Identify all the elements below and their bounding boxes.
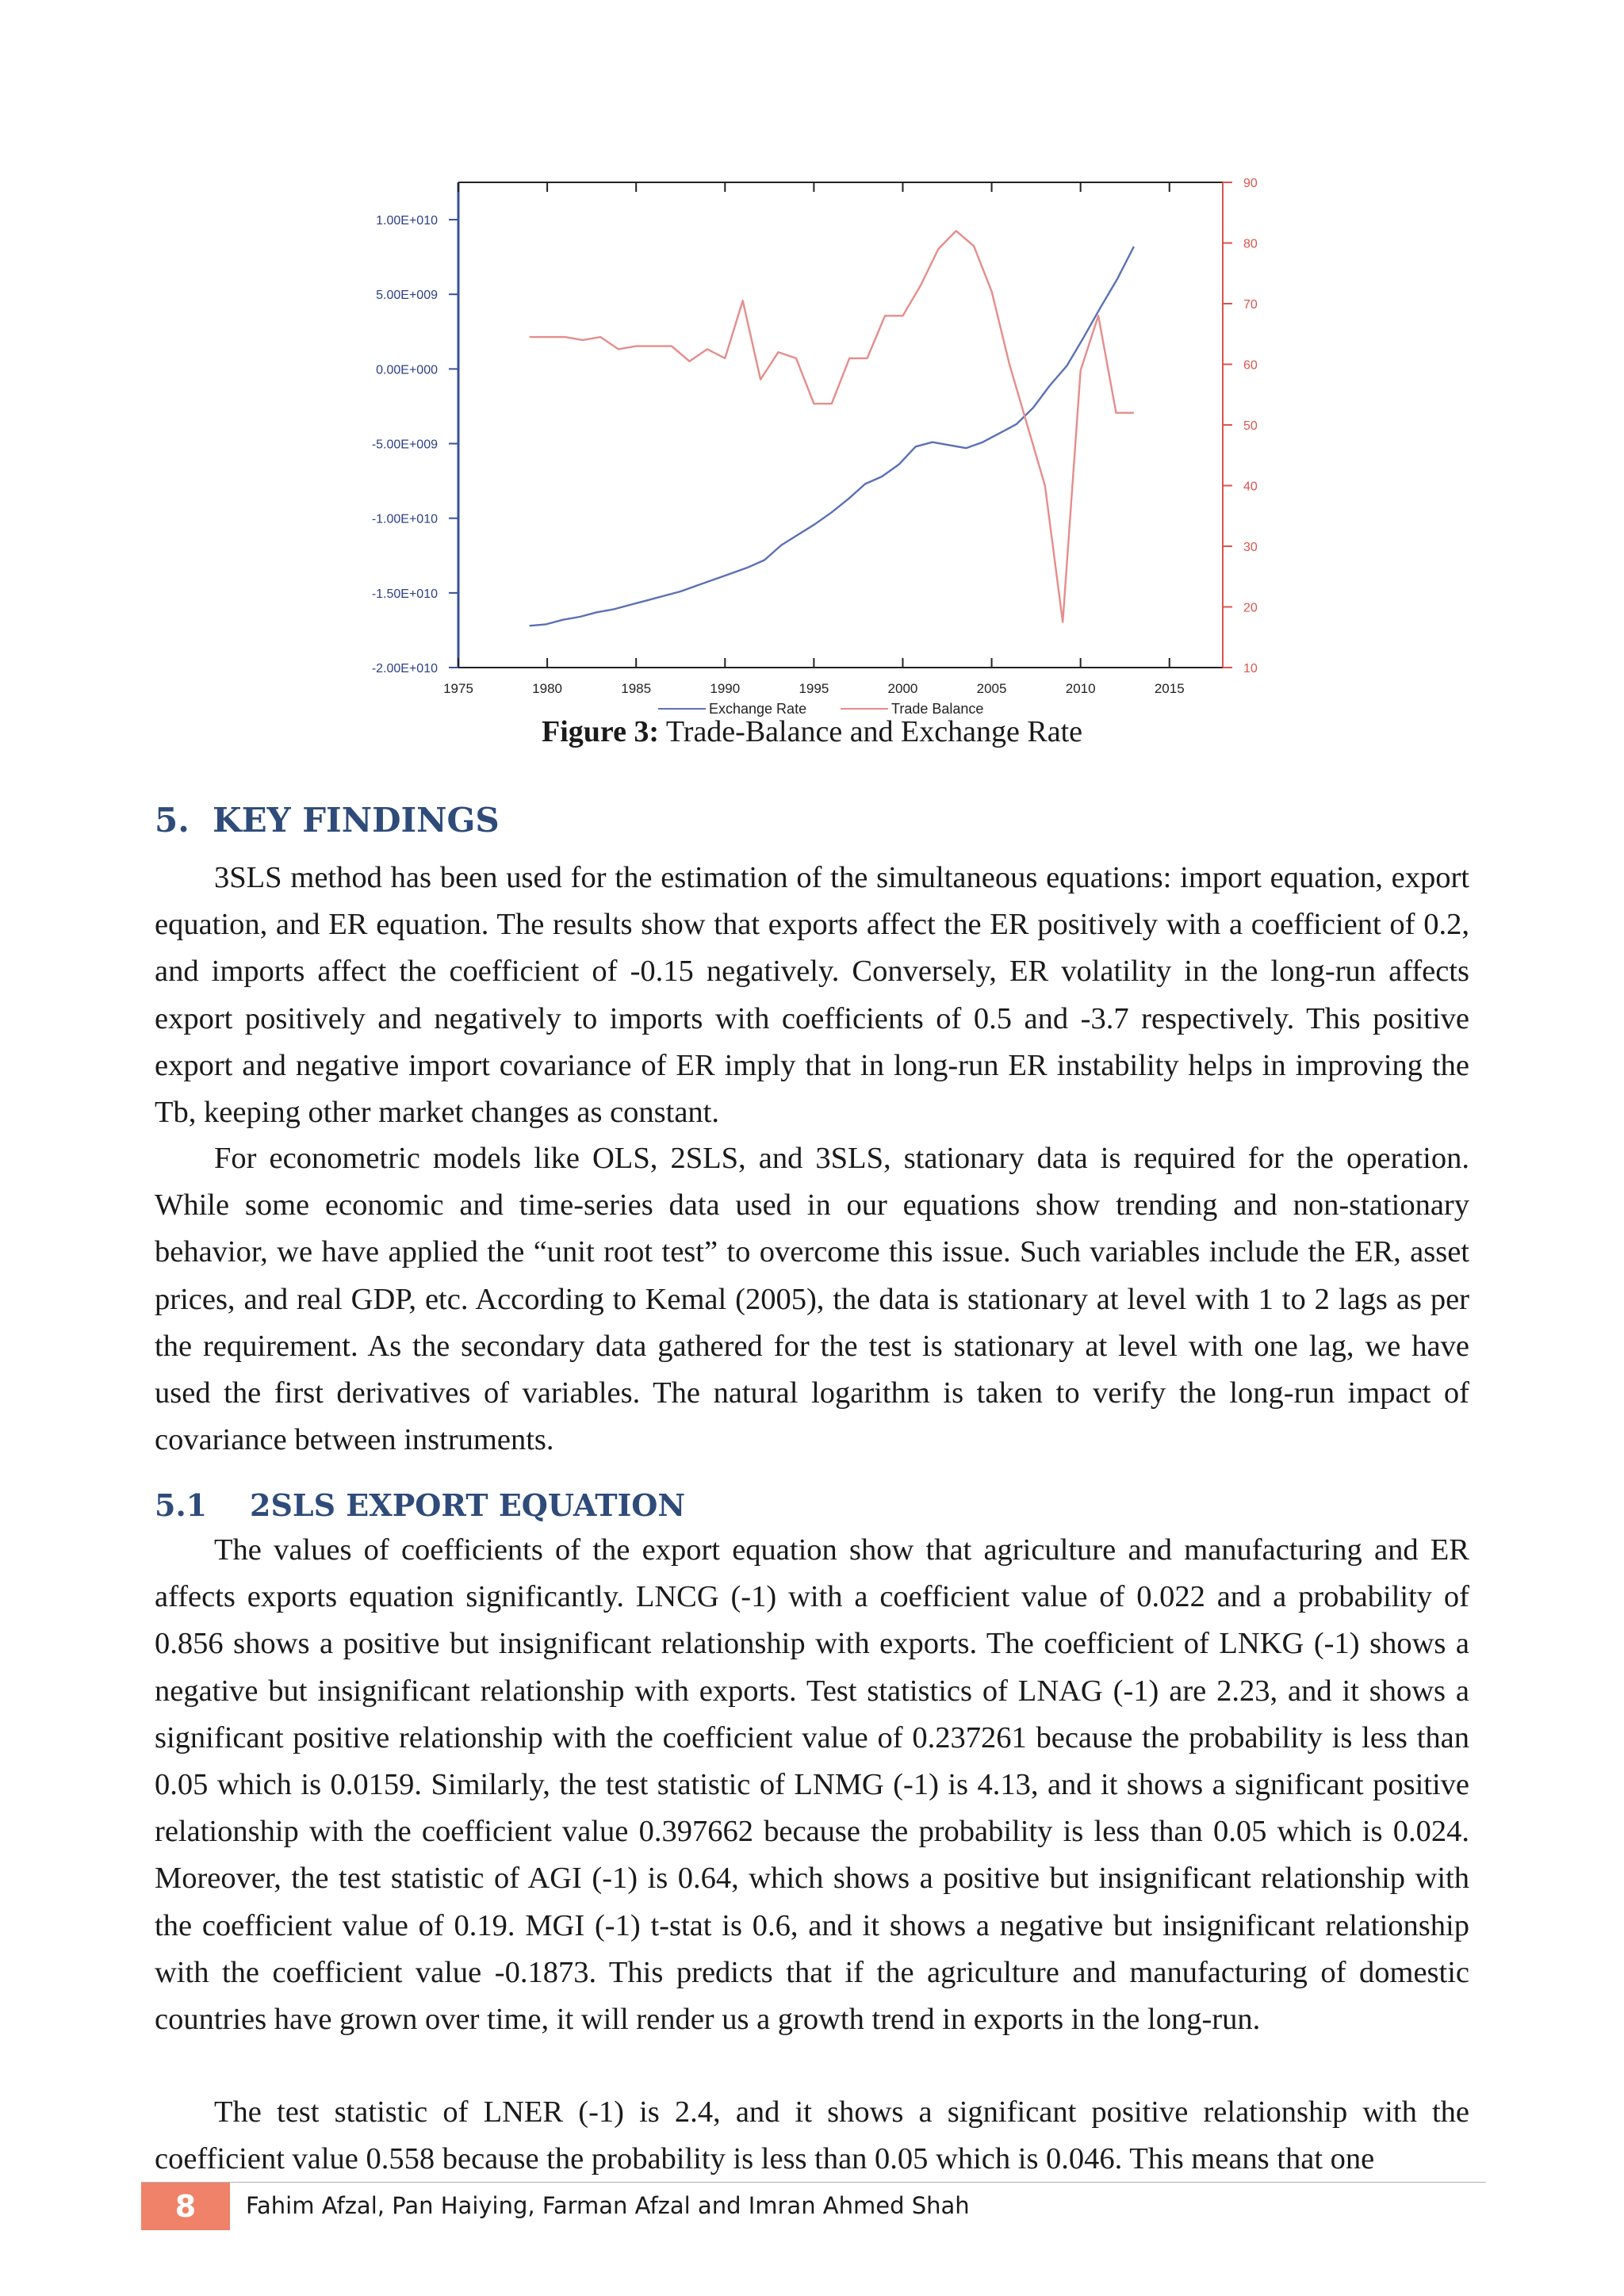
figure-caption-text: Trade-Balance and Exchange Rate [659, 715, 1083, 748]
x-tick-label: 2010 [1065, 681, 1096, 696]
section-heading-key-findings [155, 801, 500, 840]
left-tick-label: 0.00E+000 [376, 363, 438, 377]
right-tick-label: 90 [1243, 177, 1258, 190]
left-tick-label: -1.50E+010 [371, 587, 438, 601]
section-heading-2sls-export [155, 1487, 685, 1523]
page-number: 8 [141, 2183, 230, 2230]
right-tick-label: 20 [1243, 601, 1258, 615]
x-tick-label: 1990 [710, 681, 741, 696]
series-line-exchange-rate [530, 247, 1134, 626]
right-tick-label: 80 [1243, 237, 1258, 251]
x-tick-label: 1975 [443, 681, 473, 696]
series-line-trade-balance [530, 231, 1134, 622]
right-tick-label: 10 [1243, 662, 1258, 675]
x-tick-label: 2005 [976, 681, 1007, 696]
left-tick-label: -5.00E+009 [371, 438, 438, 452]
left-tick-label: -2.00E+010 [371, 662, 438, 675]
x-tick-label: 2000 [887, 681, 918, 696]
x-tick-label: 1985 [621, 681, 652, 696]
left-tick-label: 5.00E+009 [376, 289, 438, 303]
right-tick-label: 50 [1243, 419, 1258, 433]
figure-caption-label: Figure 3: [541, 715, 660, 748]
paragraph-export-equation-1: The values of coefficients of the export equation show that agriculture and manufacturing and ER affects exports equation significantly. LNCG (-1) with a coefficient value of 0.022 and a probability of 0.856 shows a positive but insignificant relationship with exports. The coefficient of LNKG (-1) shows a negative but insignificant relationship with exports. Test statistics of LNAG (-1) are 2.23, and it shows a significant positive relationship with the coefficient value of 0.237261 because the probability is less than 0.05 which is 0.0159. Similarly, the test statistic of LNMG (-1) is 4.13, and it shows a significant positive relationship with the coefficient value 0.397662 because the probability is less than 0.05 which is 0.024. Moreover, the test statistic of AGI (-1) is 0.64, which shows a positive but insignificant relationship with the coefficient value of 0.19. MGI (-1) t-stat is 0.6, and it shows a negative but insignificant relationship with the coefficient value -0.1873. This predicts that if the agriculture and manufacturing of domestic countries have grown over time, it will render us a growth trend in exports in the long-run. [155, 1533, 1469, 2037]
left-tick-label: 1.00E+010 [376, 214, 438, 228]
paragraph-key-findings-2: For econometric models like OLS, 2SLS, and 3SLS, stationary data is required for the operation. While some economic and time-series data used in our equations show trending and non-stationary behavior, we have applied the “unit root test” to overcome this issue. Such variables include the ER, asset prices, and real GDP, etc. According to Kemal (2005), the data is stationary at level with 1 to 2 lags as per the requirement. As the secondary data gathered for the test is stationary at level with one lag, we have used the first derivatives of variables. The natural logarithm is taken to verify the long-run impact of covariance between instruments. [155, 1142, 1469, 1457]
figure-caption [0, 712, 1624, 752]
x-tick-label: 1995 [799, 681, 829, 696]
right-tick-label: 70 [1243, 298, 1258, 312]
footer-divider [141, 2182, 1486, 2183]
x-tick-label: 2015 [1154, 681, 1185, 696]
subsection-number: 5.1 [155, 1487, 208, 1523]
x-tick-label: 1980 [532, 681, 563, 696]
right-tick-label: 30 [1243, 541, 1258, 554]
right-tick-label: 40 [1243, 480, 1258, 494]
footer-authors: Fahim Afzal, Pan Haiying, Farman Afzal and Imran Ahmed Shah [246, 2192, 970, 2219]
paragraph-export-equation-2: The test statistic of LNER (-1) is 2.4, and it shows a significant positive relationship with the coefficient value 0.558 because the probability is less than 0.05 which is 0.046. This means that one [155, 2095, 1469, 2176]
paragraph-key-findings-1: 3SLS method has been used for the estimation of the simultaneous equations: import equation, export equation, and ER equation. The results show that exports affect the ER positively with a coefficient of 0.2, and imports affect the coefficient of -0.15 negatively. Conversely, ER volatility in the long-run affects export positively and negatively to imports with coefficients of 0.5 and -3.7 respectively. This positive export and negative import covariance of ER imply that in long-run ER instability helps in improving the Tb, keeping other market changes as constant. [155, 861, 1469, 1130]
trade-balance-exchange-rate-chart [341, 166, 1269, 721]
right-tick-label: 60 [1243, 358, 1258, 373]
section-number: 5. [155, 801, 190, 840]
left-tick-label: -1.00E+010 [371, 512, 438, 526]
legend-label-trade-balance: Trade Balance [891, 701, 984, 717]
figure-3 [341, 166, 1269, 721]
legend-label-exchange-rate: Exchange Rate [709, 701, 807, 717]
subsection-title: 2SLS EXPORT EQUATION [250, 1487, 686, 1523]
section-title: KEY FINDINGS [213, 801, 500, 840]
